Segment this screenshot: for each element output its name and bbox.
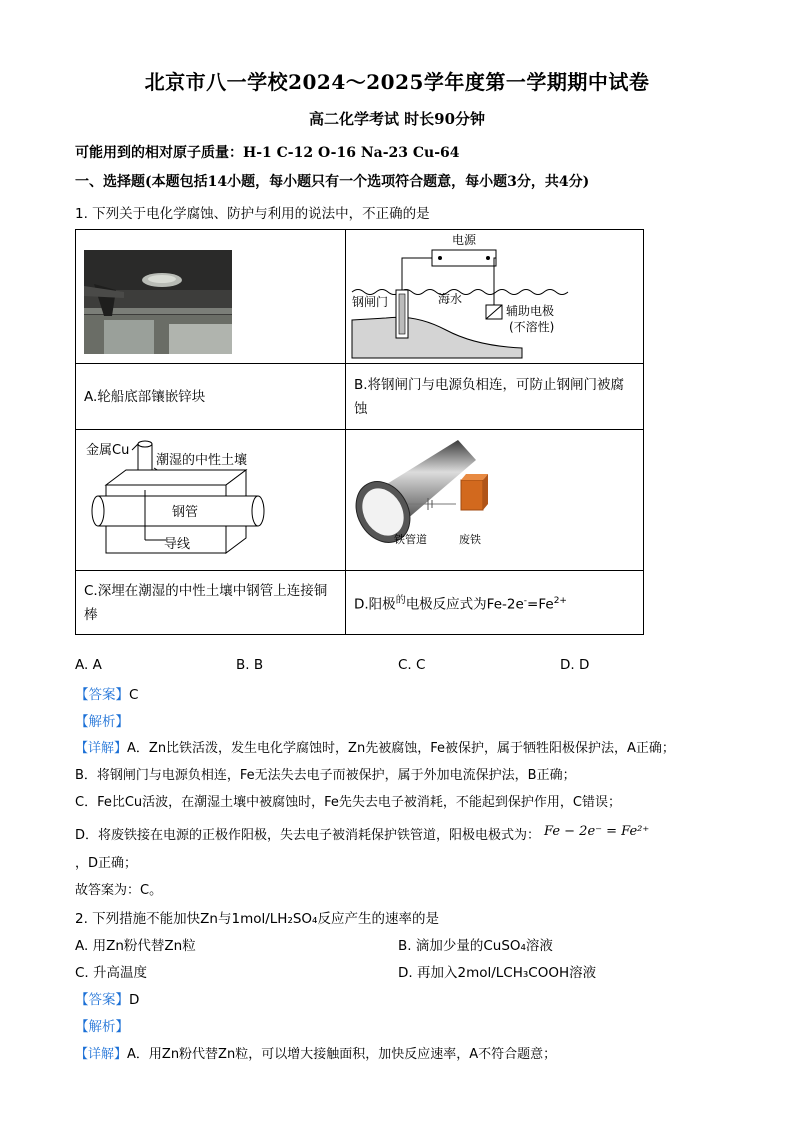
steel-gate-diagram: [346, 230, 644, 363]
label-gate: 钢闸门: [352, 295, 389, 309]
q2-option-a[interactable]: A. 用Zn粉代替Zn粒: [75, 938, 196, 954]
q2-analysis-label: 【解析】: [75, 1019, 129, 1035]
label-aux-electrode: 辅助电极: [506, 304, 555, 318]
cell-figure-c: [76, 430, 346, 571]
q1-stem: 1. 下列关于电化学腐蚀、防护与利用的说法中，不正确的是: [75, 206, 430, 222]
q1-detail-d: D．将废铁接在电源的正极作阳极，失去电子被消耗保护铁管道，阳极电极式为： Fe − 2e⁻ = Fe²⁺: [75, 824, 650, 843]
q1-analysis-label: 【解析】: [75, 714, 129, 730]
formula: Fe − 2e⁻ = Fe²⁺: [544, 824, 650, 839]
q2-stem: 2. 下列措施不能加快Zn与1mol/LH₂SO₄反应产生的速率的是: [75, 911, 439, 927]
q1-detail-b: B．将钢闸门与电源负相连，Fe无法失去电子而被保护，属于外加电流保护法，B正确；: [75, 768, 576, 783]
q1-conclusion: 故答案为：C。: [75, 883, 163, 898]
section-heading: 一、选择题(本题包括14小题，每小题只有一个选项符合题意，每小题3分，共4分): [75, 174, 590, 190]
cell-figure-b: [346, 230, 644, 364]
q1-detail-c: C．Fe比Cu活波，在潮湿土壤中被腐蚀时，Fe先失去电子被消耗，不能起到保护作用，C错误；: [75, 795, 622, 810]
label-power: 电源: [451, 233, 477, 247]
q2-option-d[interactable]: D. 再加入2mol/LCH₃COOH溶液: [398, 965, 597, 981]
cell-option-a: A.轮船底部镶嵌锌块: [76, 364, 346, 430]
label-iron-pipe: 铁管道: [394, 533, 427, 546]
label-scrap-iron: 废铁: [459, 533, 481, 546]
page-subtitle: 高二化学考试 时长90分钟: [308, 110, 486, 128]
atomic-mass-line: 可能用到的相对原子质量：H-1 C-12 O-16 Na-23 Cu-64: [75, 145, 460, 161]
q1-option-a[interactable]: A. A: [75, 657, 102, 673]
q1-detail-d-end: ，D正确；: [75, 856, 138, 871]
q1-answer: 【答案】C: [75, 687, 139, 703]
cell-option-b: B.将钢闸门与电源负相连，可防止钢闸门被腐 蚀: [346, 364, 644, 430]
q2-option-b[interactable]: B. 滴加少量的CuSO₄溶液: [398, 938, 553, 954]
q2-option-c[interactable]: C. 升高温度: [75, 965, 148, 981]
iron-pipe-diagram: [346, 430, 644, 570]
label-wire: 导线: [164, 537, 191, 552]
label-insoluble: (不溶性): [509, 320, 555, 334]
page-title: 北京市八一学校2024～2025学年度第一学期期中试卷: [144, 70, 650, 94]
copper-pipe-diagram: [76, 430, 346, 570]
cell-option-c: C.深埋在潮湿的中性土壤中钢管上连接铜 棒: [76, 571, 346, 635]
q1-option-c[interactable]: C. C: [398, 657, 426, 673]
label-sea: 海水: [438, 292, 463, 306]
q1-options-table: [75, 229, 644, 635]
q1-option-d[interactable]: D. D: [560, 657, 590, 673]
label-steel-pipe: 钢管: [172, 505, 199, 520]
label-metal-cu: 金属Cu: [86, 443, 130, 458]
q2-answer: 【答案】D: [75, 992, 140, 1008]
q1-option-b[interactable]: B. B: [236, 657, 264, 673]
ship-hull-photo: [84, 250, 232, 354]
q2-detail-a: 【详解】A．用Zn粉代替Zn粒，可以增大接触面积，加快反应速率，A不符合题意；: [75, 1047, 557, 1062]
cell-figure-d: [346, 430, 644, 571]
cell-figure-a: [76, 230, 346, 364]
cell-option-d: D.阳极$^的$电极反应式为$Fe-2e^-=Fe^{2+}$: [346, 571, 644, 635]
label-soil: 潮湿的中性土壤: [156, 453, 248, 468]
q1-detail-a: 【详解】A．Zn比铁活泼，发生电化学腐蚀时，Zn先被腐蚀，Fe被保护，属于牺牲阳极保护法，A正确；: [75, 741, 675, 756]
